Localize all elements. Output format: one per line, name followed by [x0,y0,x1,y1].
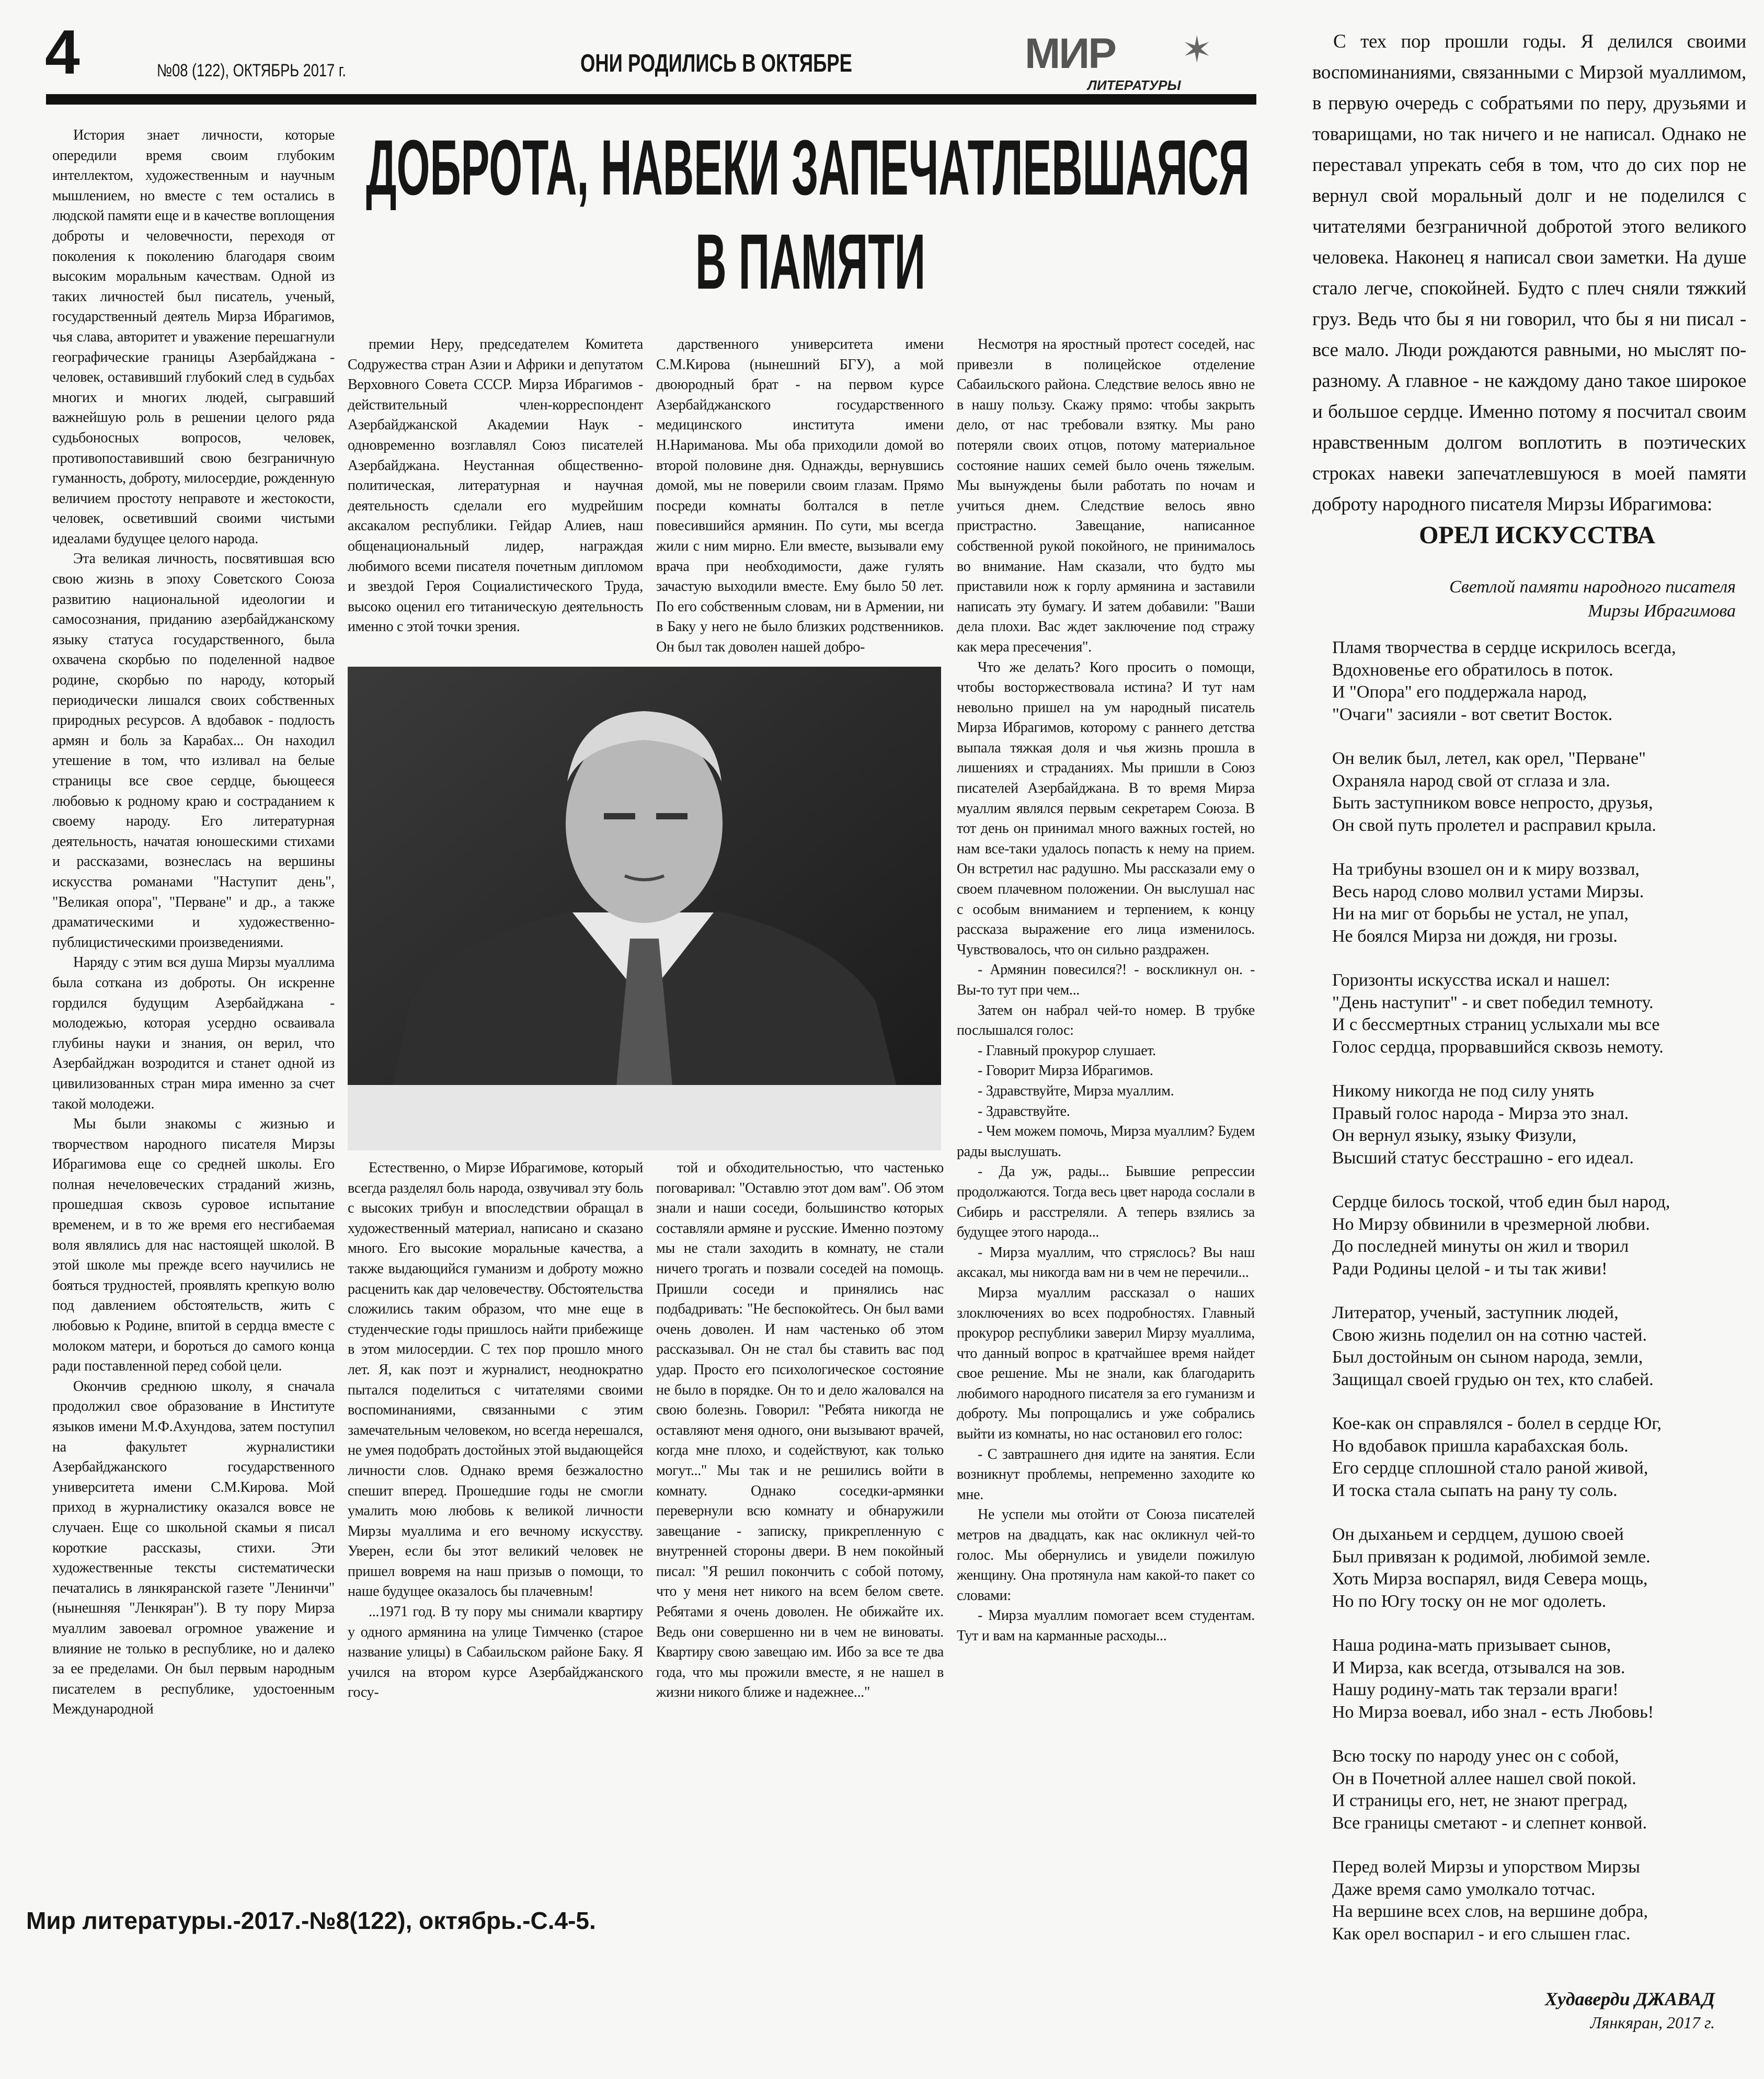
poem-line: Охраняла народ свой от сглаза и зла. [1332,771,1610,791]
paragraph: - Здравствуйте. [978,1103,1070,1120]
header-rule [46,94,1256,105]
poem-stanza [1332,1635,1750,1723]
poem-line: И "Опора" его поддержала народ, [1332,682,1587,702]
poem-line: Он свой путь пролетел и расправил крыла. [1332,815,1656,835]
poem-line: Весь народ слово молвил устами Мирзы. [1332,882,1644,901]
poem-line: Но по Югу тоску он не мог одолеть. [1332,1591,1607,1611]
poem-line: Наша родина-мать призывает сынов, [1332,1636,1611,1655]
paragraph: премии Неру, председателем Комитета Содружества стран Азии и Африки и депутатом Верховного Совета СССР. Мирза Ибрагимов - действительный член-корреспондент Азербайджанской Академии Наук - одновременно возглавлял Союз писателей Азербайджана. Неустанная общественно-политическая, литературная и научная деятельность сделали его мудрейшим аксакалом республики. Гейдар Алиев, наш общенациональный лидер, награждая любимого всеми писателя почетным дипломом и звездой Героя Социалистического Труда, высоко оценил его титаническую деятельность именно с этой точки зрения. [348,336,643,635]
poem-stanza [1332,1191,1750,1280]
paragraph: - Мирза муаллим, что стряслось? Вы наш аксакал, мы никогда вам ни в чем не перечили... [957,1244,1255,1281]
poem-line: И Мирза, как всегда, отзывался на зов. [1332,1658,1625,1677]
article-column-3-top [656,335,944,659]
poem-line: Но Мирза воевал, ибо знал - есть Любовь! [1332,1702,1654,1722]
paragraph: Окончив среднюю школу, я сначала продолжил свое образование в Институте языков имени М.Ф.Ахундова, затем поступил на факультет журналистики Азербайджанского государственного университета имени С.М.Кирова. Мой приход в журналистику оказался вовсе не случаен. Еще со школьной скамьи я писал короткие рассказы, стихи. Эти художественные тексты систематически печатались в лянкяранской газете "Ленинчи" (нынешняя "Ленкяран"). В ту пору Мирза муаллим завоевал огромное уважение и влияние не только в республике, но и далеко за ее пределами. Он был первым народным писателем в республике, удостоенным Международной [52,1378,335,1718]
paragraph: С тех пор прошли годы. Я делился своими воспоминаниями, связанными с Мирзой муаллимом, в первую очередь с собратьями по перу, друзьями и товарищами, но так ничего и не написал. Однако не переставал упрекать себя в том, что до сих пор не вернул свой моральный долг и не поделился с читателями безграничной добротой этого великого человека. Наконец я написал свои заметки. На душе стало легче, спокойней. Будто с плеч сняли тяжкий груз. Ведь что бы я ни говорил, что бы я ни писал - все мало. Люди рождаются равными, но мыслят по-разному. А главное - не каждому дано такое широкое и большое сердце. Именно потому я посчитал своим нравственным долгом воплотить в поэтических строках навеки запечатлевшуюся в моей памяти доброту народного писателя Мирзы Ибрагимова: [1312,31,1746,515]
poem-line: Он в Почетной аллее нашел свой покой. [1332,1768,1636,1788]
poem-line: До последней минуты он жил и творил [1332,1237,1629,1256]
poem-line: Был достойным он сыном народа, земли, [1332,1347,1643,1367]
poem-line: Он дыханьем и сердцем, душою своей [1332,1525,1624,1544]
dedication-line: Светлой памяти народного писателя [1449,577,1736,597]
poem-stanza [1332,637,1750,726]
poem-stanza [1332,1856,1750,1945]
poem-stanza [1332,1524,1750,1613]
poem-line: На вершине всех слов, на вершине добра, [1332,1902,1648,1921]
paragraph: Естественно, о Мирзе Ибрагимове, который всегда разделял боль народа, озвучивал эту боль с высоких трибун и впоследствии обращал в художественный материал, написано и сказано много. Его высокие моральные качества, а также выдающийся гуманизм и доброту можно расценить как дар человечеству. Обстоятельства сложились таким образом, что мне еще в студенческие годы пришлось найти прибежище в этом милосердии. С тех пор прошло много лет. Я, как поэт и журналист, неоднократно пытался поделиться с читателями своими воспоминаниями, связанными с этим замечательным человеком, но всегда нерешался, не умея подобрать достойных этой выдающейся личности слов. Однако время безжалостно спешит вперед. Прошедшие годы не смогли умалить мою любовь к великой личности Мирзы муаллима и его вечному искусству. Уверен, если бы этот великий человек не пришел вовремя на наш призыв о помощи, то наше будущее оказалось бы плачевным! [348,1160,643,1600]
poem-line: Горизонты искусства искал и нашел: [1332,970,1610,990]
poem-line: Высший статус бесстрашно - его идеал. [1332,1148,1634,1168]
poem-line: Пламя творчества в сердце искрилось всегда, [1332,638,1676,657]
paragraph: Мы были знакомы с жизнью и творчеством народного писателя Мирзы Ибрагимова еще со средней школы. Его полная нечеловеческих страданий жизнь, прошедшая сквозь суровое испытание временем, и в то же время его несгибаемая воля являлись для нас настоящей школой. В этой школе мы прежде всего научились не бояться трудностей, проявлять крепкую волю под давлением обстоятельств, жить с любовью к Родине, впитой в сердца вместе с молоком матери, и бороться до самого конца ради поставленной перед собой цели. [52,1116,335,1375]
poem-line: Ни на миг от борьбы не устал, не упал, [1332,904,1629,923]
section-title: ОНИ РОДИЛИСЬ В ОКТЯБРЕ [580,50,852,77]
poem-stanza [1332,748,1750,837]
paragraph: - С завтрашнего дня идите на занятия. Если возникнут проблемы, непременно заходите ко мне. [957,1446,1255,1503]
poem-line: Но Мирзу обвинили в чрезмерной любви. [1332,1214,1650,1234]
poem-line: Перед волей Мирзы и упорством Мирзы [1332,1857,1640,1877]
page-number: 4 [45,17,80,87]
article-column-2-top [348,335,643,659]
poem-dedication [1359,575,1736,623]
headline-line-1: ДОБРОТА, НАВЕКИ ЗАПЕЧАТЛЕВШАЯСЯ [366,123,1250,211]
poem-stanza [1332,1413,1750,1502]
poem-line: И тоска стала сыпать на рану ту соль. [1332,1480,1618,1500]
poem-line: На трибуны взошел он и к миру воззвал, [1332,860,1640,879]
poem-line: И страницы его, нет, не знают преград, [1332,1791,1628,1810]
paragraph: - Чем можем помочь, Мирза муаллим? Будем рады выслушать. [957,1123,1255,1160]
poem-line: И с бессмертных страниц услыхали мы все [1332,1015,1660,1034]
paragraph: Не успели мы отойти от Союза писателей метров на двадцать, как нас окликнул чей-то голос. Мы обернулись и увидели пожилую женщину. Она протянула нам какой-то пакет со словами: [957,1506,1255,1604]
paragraph: Несмотря на яростный протест соседей, нас привезли в полицейское отделение Сабаильского района. Следствие велось явно не в нашу пользу. Скажу прямо: чтобы закрыть дело, от нас требовали взятку. Мы рано потеряли своих отцов, потому материальное состояние наших семей было очень тяжелым. Мы вынуждены были работать по ночам и учиться днем. Следствие велось явно пристрастно. Завещание, написанное собственной рукой покойного, не принималось во внимание. Нам сказали, что будто мы приставили нож к горлу армянина и заставили написать эту бумагу. И затем добавили: "Ваши дела плохи. Вас ждет заключение под стражу как мера пресечения". [957,336,1255,655]
poem-line: Литератор, ученый, заступник людей, [1332,1303,1619,1322]
portrait-photo [348,667,941,1150]
poem-line: Хоть Мирза воспарял, видя Севера мощь, [1332,1569,1648,1589]
paragraph: Наряду с этим вся душа Мирзы муаллима была соткана из доброты. Он искренне гордился будущим Азербайджана - молодежью, которая усердно осваивала глубины науки и знания, он верил, что Азербайджан возродится и станет одной из цивилизованных стран мира именно за счет такой молодежи. [52,954,335,1112]
paragraph: - Здравствуйте, Мирза муаллим. [978,1082,1174,1099]
article-column-1 [52,125,335,1765]
paragraph: Что же делать? Кого просить о помощи, чтобы восторжествовала истина? И тут нам невольно пришел на ум народный писатель Мирза Ибрагимов, которому с раннего детства выпала тяжкая доля и чья жизнь прошла в лишениях и страданиях. Мы пришли в Союз писателей Азербайджана. В то время Мирза муаллим являлся первым секретарем Союза. В тот день он принимал много важных гостей, но нам все-таки удалось попасть к нему на прием. Он встретил нас радушно. Мы рассказали ему о своем плачевном положении. Он выслушал нас с особым вниманием и терпением, к концу рассказа выражение его лица изменилось. Чувствовалось, что он сильно раздражен. [957,659,1255,958]
issue-info: №08 (122), ОКТЯБРЬ 2017 г. [157,61,346,81]
poem-line: Никому никогда не под силу унять [1332,1081,1594,1101]
poem-line: Был привязан к родимой, любимой земле. [1332,1547,1651,1567]
paragraph: Мирза муаллим рассказал о наших злоключениях во всех подробностях. Главный прокурор республики заверил Мирзу муаллима, что данный вопрос в кратчайшее время найдет свое решение. Мы не знали, как благодарить любимого народного писателя за его гуманизм и доброту. Мы попрощались и уже собрались выйти из комнаты, но нас остановил его голос: [957,1284,1255,1443]
poem-line: Даже время само умолкало тотчас. [1332,1879,1596,1899]
paragraph: - Армянин повесился?! - воскликнул он. - Вы-то тут при чем... [957,962,1255,998]
newspaper-logo [1025,32,1250,93]
poem-line: Он велик был, летел, как орел, "Перване" [1332,749,1646,768]
poem-stanza [1332,1080,1750,1169]
author-signature [1412,1987,1715,2034]
logo-main-text: МИР [1025,30,1115,77]
poem-line: Голос сердца, прорвавшийся сквозь немоту. [1332,1037,1664,1057]
portrait-image [348,667,941,1150]
article-column-3-bottom [656,1158,944,1765]
dedication-line: Мирзы Ибрагимова [1588,601,1736,621]
closing-prose [1312,26,1746,515]
poem-line: Не боялся Мирза ни дождя, ни грозы. [1332,926,1618,946]
author-name: Худаверди ДЖАВАД [1544,1989,1715,2009]
paragraph: История знает личности, которые опередили время своим глубоким интеллектом, художественным и научным мышлением, но вместе с тем остались в людской памяти еще и в качестве воплощения доброты и человечности, переходя от поколения к поколению благодаря своим высоким моральным качествам. Одной из таких личностей был писатель, ученый, государственный деятель Мирза Ибрагимов, чья слава, авторитет и уважение перешагнули географические границы Азербайджана - человек, оставивший глубокий след в судьбах многих и многих людей, сыгравший важнейшую роль в решении целого ряда судьбоносных вопросов, человек, противопоставивший свою безграничную гуманность, доброту, милосердие, рожденную величием простоту неправоте и жестокости, человек, осветивший своими чистыми идеалами будущее целого народа. [52,127,335,547]
poem-line: "День наступит" - и свет победил темноту. [1332,992,1654,1012]
logo-figure-icon: ✶ [1182,30,1212,71]
poem-line: Как орел воспарил - и его слышен глас. [1332,1924,1631,1944]
paragraph: ...1971 год. В ту пору мы снимали квартиру у одного армянина на улице Тимченко (старое название улицы) в Сабаильском районе Баку. Я учился на втором курсе Азербайджанского госу- [348,1604,643,1701]
poem-title: ОРЕЛ ИСКУССТВА [1419,521,1655,549]
poem-line: Нашу родину-мать так терзали враги! [1332,1680,1619,1699]
paragraph: - Да уж, рады... Бывшие репрессии продолжаются. Тогда весь цвет народа сослали в Сибирь и расстреляли. А теперь взялись за будущее этого народа... [957,1163,1255,1241]
article-column-4 [957,335,1255,1773]
poem-line: Кое-как он справлялся - болел в сердце Юг, [1332,1414,1662,1433]
poem-line: Всю тоску по народу унес он с собой, [1332,1746,1619,1766]
poem-stanza [1332,1302,1750,1391]
poem-line: Свою жизнь поделил он на сотню частей. [1332,1325,1647,1345]
poem-line: Но вдобавок пришла карабахская боль. [1332,1436,1629,1456]
poem-line: Он вернул языку, языку Физули, [1332,1126,1577,1145]
poem-line: "Очаги" засияли - вот светит Восток. [1332,704,1613,724]
logo-sub-text: ЛИТЕРАТУРЫ [1087,77,1181,93]
place-date: Лянкяран, 2017 г. [1590,2013,1715,2032]
paragraph: той и обходительностью, что частенько поговаривал: "Оставлю этот дом вам". Об этом знали и наши соседи, большинство которых составляли армяне и русские. Именно поэтому мы не стали заходить в комнату, не стали ничего трогать и позвали соседей на помощь. Пришли соседи и принялись нас подбадривать: "Не беспокойтесь. Он был вами очень доволен. И нам частенько об этом рассказывал. Он не стал бы ставить вас под удар. Просто его психологическое состояние не было в порядке. Он то и дело жаловался на свою болезнь. Говорил: "Ребята никогда не оставляют меня одного, они вызывают врачей, когда мне плохо, и содействуют, как только могут..." Мы так и не решились войти в комнату. Однако соседки-армянки перевернули всю комнату и обнаружили завещание - записку, прикрепленную с внутренней стороны двери. В нем покойный писал: "Я решил покончить с собой потому, что у меня нет никого на всем белом свете. Ребятами я очень доволен. Не обижайте их. Ведь они совершенно ни в чем не виноваты. Квартиру свою завещаю им. Ибо за все те два года, что мы прожили вместе, я не нашел в жизни никого ближе и надежнее..." [656,1160,944,1701]
poem-line: Все границы сметают - и слепнет конвой. [1332,1813,1647,1833]
poem-stanza [1332,1745,1750,1834]
article-column-2-bottom [348,1158,643,1765]
headline-line-2: В ПАМЯТИ [695,218,926,305]
poem-line: Защищал своей грудью он тех, кто слабей. [1332,1369,1654,1389]
paragraph: - Говорит Мирза Ибрагимов. [978,1063,1153,1079]
poem-body [1332,637,1750,1967]
paragraph: Эта великая личность, посвятившая всю свою жизнь в эпоху Советского Союза развитию национальной идеологии и самосознания, приданию азербайджанскому языку статуса государственного, была охвачена скорбью по поделенной надвое родине, скорбью по народу, который периодически лишался своих собственных природных ресурсов. А вдобавок - подлость армян и боль за Карабах... Он находил утешение в том, что изливал на белые страницы все свое сердце, бьющееся любовью к родному краю и состраданием к своему народу. Его литературная деятельность, начатая юношескими стихами и рассказами, вознеслась на вершины искусства романами "Наступит день", "Великая опора", "Перване" и др., а также драматическими и художественно-публицистическими произведениями. [52,551,335,951]
poem-line: Его сердце сплошной стало раной живой, [1332,1458,1648,1478]
poem-stanza [1332,859,1750,947]
poem-line: Правый голос народа - Мирза это знал. [1332,1103,1629,1123]
source-caption: Мир литературы.-2017.-№8(122), октябрь.-С.4-5. [26,1907,596,1934]
poem-line: Вдохновенье его обратилось в поток. [1332,660,1613,680]
paragraph: Затем он набрал чей-то номер. В трубке послышался голос: [957,1002,1255,1039]
paragraph: - Главный прокурор слушает. [978,1042,1156,1059]
poem-line: Ради Родины целой - и ты так живи! [1332,1259,1608,1278]
poem-stanza [1332,969,1750,1058]
paragraph: - Мирза муаллим помогает всем студентам. Тут и вам на карманные расходы... [957,1607,1255,1644]
paragraph: дарственного университета имени С.М.Кирова (нынешний БГУ), а мой двоюродный брат - на первом курсе Азербайджанского государственного медицинского института имени Н.Нариманова. Мы оба приходили домой во второй половине дня. Однажды, вернувшись домой, мы не поверили своим глазам. Прямо посреди комнаты болтался в петле повесившийся армянин. По сути, мы всегда жили с ним мирно. Ели вместе, вызывали ему врача при необходимости, даже гулять зачастую выходили вместе. Ему было 50 лет. По его собственным словам, ни в Армении, ни в Баку у него не было близких родственников. Он был так доволен нашей добро- [656,336,944,655]
poem-line: Быть заступником вовсе непросто, друзья, [1332,793,1653,813]
poem-line: Сердце билось тоской, чтоб един был народ, [1332,1192,1670,1212]
